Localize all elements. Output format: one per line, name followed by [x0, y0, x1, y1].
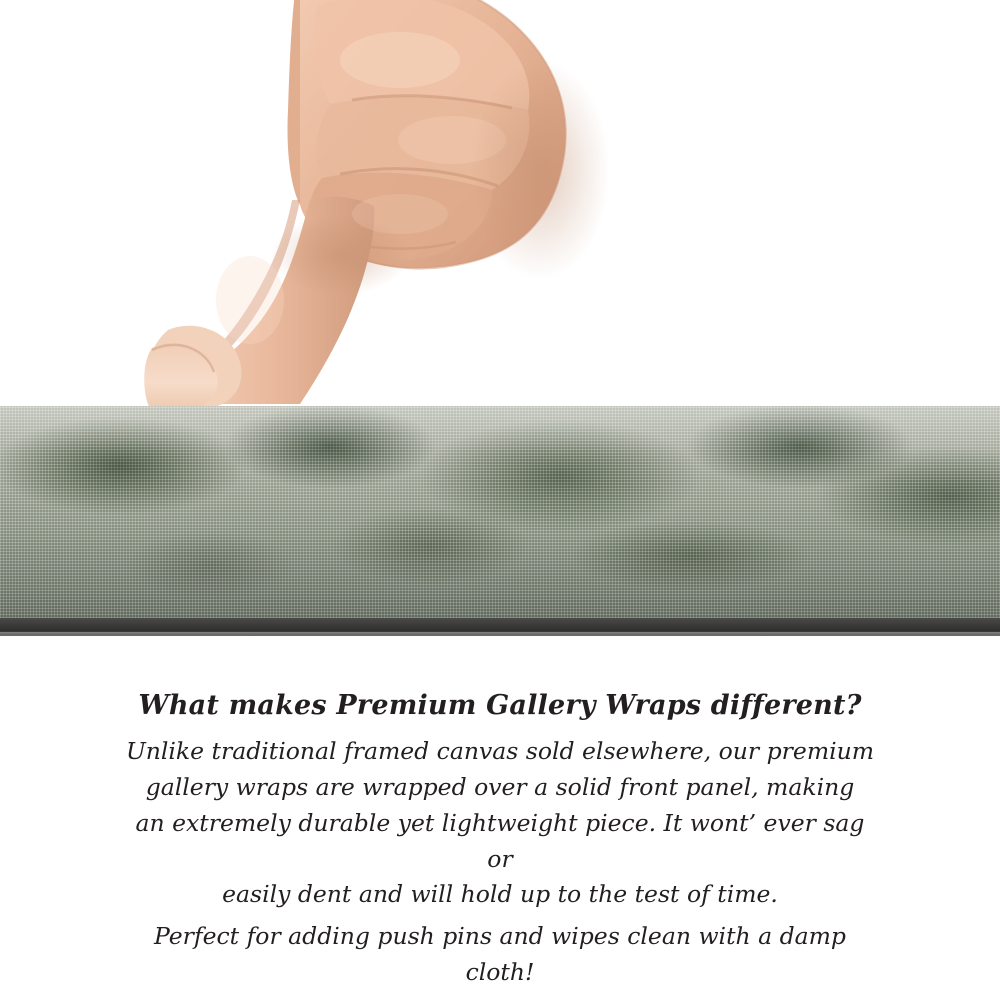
caption-line: Unlike traditional framed canvas sold elsewhere, our premium	[125, 737, 875, 766]
canvas-edge-photo	[0, 406, 1000, 636]
caption-line: an extremely durable yet lightweight piece. It wont’ ever sag or	[135, 808, 865, 873]
caption-closing-line: Perfect for adding push pins and wipes clean with a damp cloth!	[154, 921, 846, 986]
caption-block	[0, 690, 1000, 990]
hand-illustration	[0, 0, 1000, 410]
caption-body	[120, 734, 880, 990]
caption-line: gallery wraps are wrapped over a solid front panel, making	[145, 773, 855, 802]
canvas-texture	[0, 406, 1000, 618]
canvas-bottom-edge	[0, 618, 1000, 636]
caption-line: easily dent and will hold up to the test of time.	[222, 880, 778, 909]
caption-heading: What makes Premium Gallery Wraps different?	[138, 690, 862, 721]
hand-photo	[0, 0, 1000, 410]
